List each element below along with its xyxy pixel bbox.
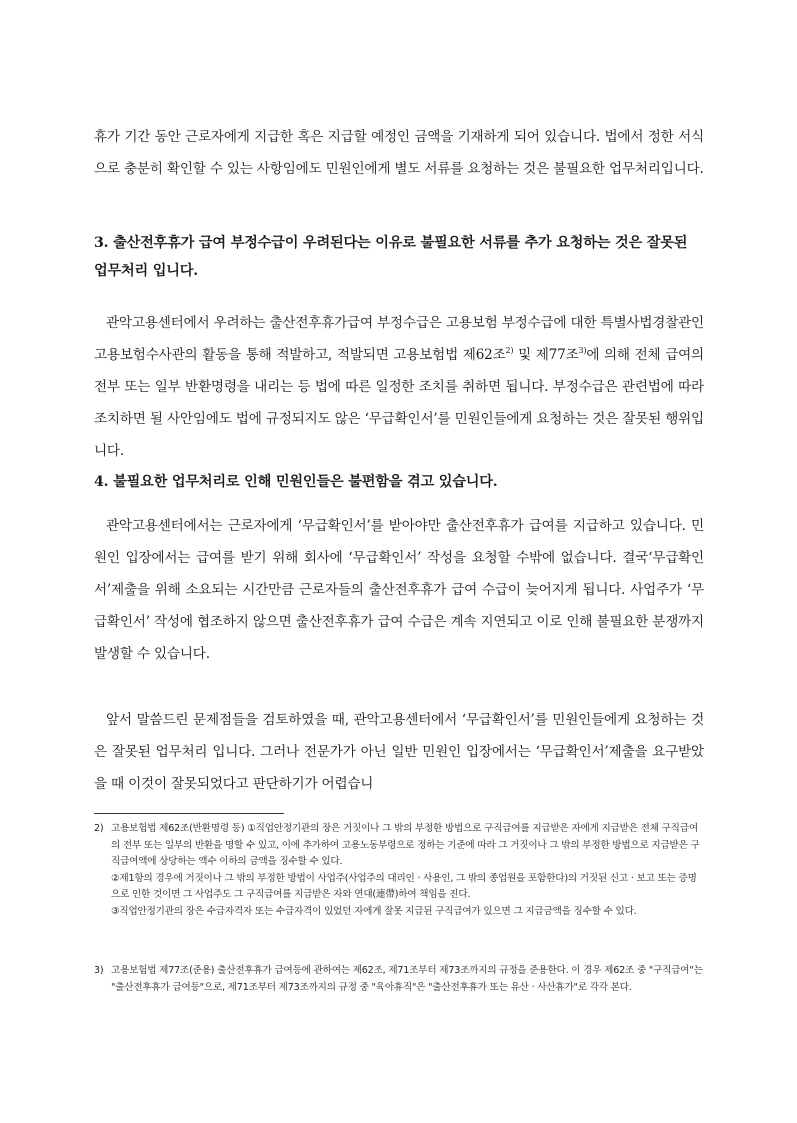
paragraph-3-part2: 및 제77조 (513, 347, 579, 363)
footnote-ref-2[interactable]: 2) (505, 346, 514, 355)
footnote-2-para3: ③직업안정기관의 장은 수급자격자 또는 수급자격이 있었던 자에게 잘못 지급된 구직급여가 있으면 그 지급금액을 징수할 수 있다. (111, 905, 637, 917)
footnote-3-para1: 고용보험법 제77조(준용) 출산전후휴가 급여등에 관하여는 제62조, 제71조부터 제73조까지의 규정을 준용한다. 이 경우 제62조 중 "구직급여"는 "출산전후휴가 급여등"으로, 제71조부터 제73조까지의 규정 중 "육아휴직"은 "출산전후휴가 또는 유산 · 사산휴가"로 각각 본다. (111, 965, 703, 993)
footnote-3 (94, 963, 704, 996)
footnote-divider (94, 813, 284, 814)
footnote-2 (94, 821, 704, 920)
paragraph-3-part3: 에 의해 전체 급여의 전부 또는 일부 반환명령을 내리는 등 법에 따른 일정한 조치를 취하면 됩니다. 부정수급은 관련법에 따라 조치하면 될 사안임에도 법에 규정되지도 않은 ‘무급확인서’를 민원인들에게 요청하는 것은 잘못된 행위입니다. (94, 347, 704, 459)
footnote-2-number: 2) (94, 823, 104, 834)
footnote-ref-3[interactable]: 3) (578, 346, 587, 355)
paragraph-3-part1: 관악고용센터에서 우려하는 출산전후휴가급여 부정수급은 고용보험 부정수급에 대한 특별사법경찰관인 고용보험수사관의 활동을 통해 적발하고, 적발되면 고용보험법 제62조 (94, 315, 704, 363)
paragraph-5: 앞서 말씀드린 문제점들을 검토하였을 때, 관악고용센터에서 ‘무급확인서’를 민원인들에게 요청하는 것은 잘못된 업무처리 입니다. 그러나 전문가가 아닌 일반 민원인 입장에서는 ‘무급확인서’제출을 요구받았을 때 이것이 잘못되었다고 판단하기가 어렵습니 (94, 712, 704, 792)
heading-4: 4. 불필요한 업무처리로 인해 민원인들은 불편함을 겪고 있습니다. (94, 474, 498, 490)
footnote-2-para2: ②제1항의 경우에 거짓이나 그 밖의 부정한 방법이 사업주(사업주의 대리인 · 사용인, 그 밖의 종업원을 포함한다)의 거짓된 신고 · 보고 또는 증명으로 인한 것이면 그 사업주도 그 구직급여를 지급받은 자와 연대(連帶)하여 책임을 진다. (111, 872, 697, 900)
paragraph-3 (94, 307, 704, 467)
footnote-2-para1: 고용보험법 제62조(반환명령 등) ①직업안정기관의 장은 거짓이나 그 밖의 부정한 방법으로 구직급여를 지급받은 자에게 지급받은 전체 구직급여의 전부 또는 일부의 반환을 명할 수 있고, 이에 추가하여 고용노동부령으로 정하는 기준에 따라 그 거짓이나 그 밖의 부정한 방법으로 지급받은 구직급여액에 상당하는 액수 이하의 금액을 징수할 수 있다. (111, 823, 700, 867)
heading-3: 3. 출산전후휴가 급여 부정수급이 우려된다는 이유로 불필요한 서류를 추가 요청하는 것은 잘못된 업무처리 입니다. (94, 235, 688, 279)
footnote-3-number: 3) (94, 965, 104, 976)
paragraph-4: 관악고용센터에서는 근로자에게 ‘무급확인서’를 받아야만 출산전후휴가 급여를 지급하고 있습니다. 민원인 입장에서는 급여를 받기 위해 회사에 ‘무급확인서’ 작성을 요청할 수밖에 없습니다. 결국‘무급확인서’제출을 위해 소요되는 시간만큼 근로자들의 출산전후휴가 급여 수급이 늦어지게 됩니다. 사업주가 ‘무급확인서’ 작성에 협조하지 않으면 출산전후휴가 급여 수급은 계속 지연되고 이로 인해 불필요한 분쟁까지 발생할 수 있습니다. (94, 518, 704, 662)
paragraph-top: 휴가 기간 동안 근로자에게 지급한 혹은 지급할 예정인 금액을 기재하게 되어 있습니다. 법에서 정한 서식으로 충분히 확인할 수 있는 사항임에도 민원인에게 별도 서류를 요청하는 것은 불필요한 업무처리입니다. (94, 129, 704, 177)
